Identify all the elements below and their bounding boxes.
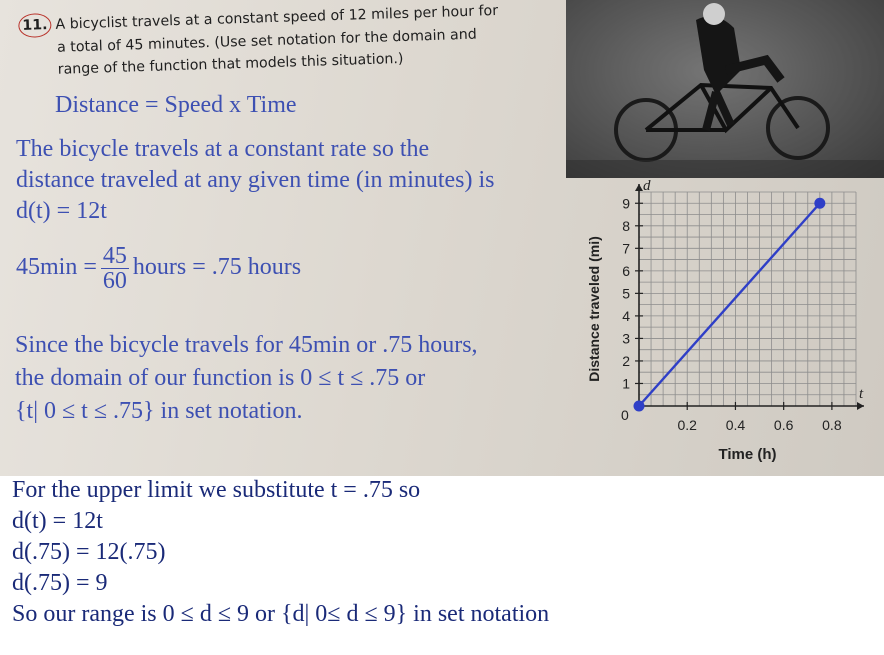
data-point (634, 401, 645, 412)
y-tick-label: 6 (622, 262, 630, 279)
data-point (814, 198, 825, 209)
range-explanation (12, 475, 549, 630)
formula: Distance = Speed x Time (55, 92, 297, 118)
rate-line: d(t) = 12t (16, 198, 107, 224)
bicyclist-photo (566, 0, 884, 178)
domain-line: Since the bicycle travels for 45min or .75 hours, (15, 332, 478, 358)
domain-line: {t| 0 ≤ t ≤ .75} in set notation. (15, 398, 303, 424)
x-tick-label: 0.6 (773, 417, 794, 433)
y-tick-label: 7 (622, 240, 630, 257)
unit-conversion (16, 244, 301, 293)
x-axis-variable: t (859, 386, 864, 402)
rate-line: distance traveled at any given time (in minutes) is (16, 167, 495, 193)
fraction-numerator: 45 (102, 243, 127, 269)
y-tick-label: 9 (622, 195, 630, 212)
range-line: d(.75) = 12(.75) (12, 539, 166, 565)
graph-panel (566, 178, 884, 476)
problem-line: a total of 45 minutes. (Use set notation for the domain and (56, 26, 477, 56)
y-axis-label: Distance traveled (mi) (586, 236, 602, 382)
y-axis-arrow (635, 184, 643, 191)
range-line: For the upper limit we substitute t = .75 so (12, 477, 421, 503)
y-tick-label: 8 (622, 217, 630, 234)
x-axis-label: Time (h) (718, 446, 777, 463)
problem-number: 11. (18, 13, 52, 38)
y-tick-label: 4 (622, 307, 630, 324)
rate-explanation (16, 134, 495, 227)
origin-label: 0 (621, 407, 629, 423)
domain-explanation (15, 329, 478, 428)
domain-line: the domain of our function is 0 ≤ t ≤ .75 or (15, 365, 426, 391)
y-tick-label: 2 (622, 352, 630, 369)
range-line: So our range is 0 ≤ d ≤ 9 or {d| 0≤ d ≤ 9} in set notation (12, 601, 550, 627)
y-tick-label: 5 (622, 285, 630, 302)
y-tick-label: 1 (622, 375, 630, 392)
rate-line: The bicycle travels at a constant rate so the (16, 136, 430, 162)
range-line: d(.75) = 9 (12, 570, 108, 596)
x-axis-arrow (857, 402, 864, 410)
y-axis-variable: d (643, 178, 651, 194)
x-tick-label: 0.8 (822, 417, 842, 433)
range-line: d(t) = 12t (12, 508, 103, 534)
chart-grid (639, 192, 856, 406)
chart-ticks (622, 195, 842, 433)
problem-line: A bicyclist travels at a constant speed of 12 miles per hour for (55, 2, 499, 33)
problem-line: range of the function that models this situation.) (57, 50, 404, 78)
fraction-denominator: 60 (102, 268, 127, 294)
y-tick-label: 3 (622, 330, 630, 347)
problem-statement (18, 0, 540, 82)
x-tick-label: 0.2 (677, 417, 697, 433)
distance-time-graph (566, 178, 884, 476)
conversion-left: 45min = (16, 254, 97, 281)
x-tick-label: 0.4 (725, 417, 746, 433)
conversion-right: hours = .75 hours (132, 254, 302, 281)
bicyclist-illustration (566, 0, 884, 178)
fraction (101, 244, 129, 293)
chart-axes (635, 184, 864, 410)
